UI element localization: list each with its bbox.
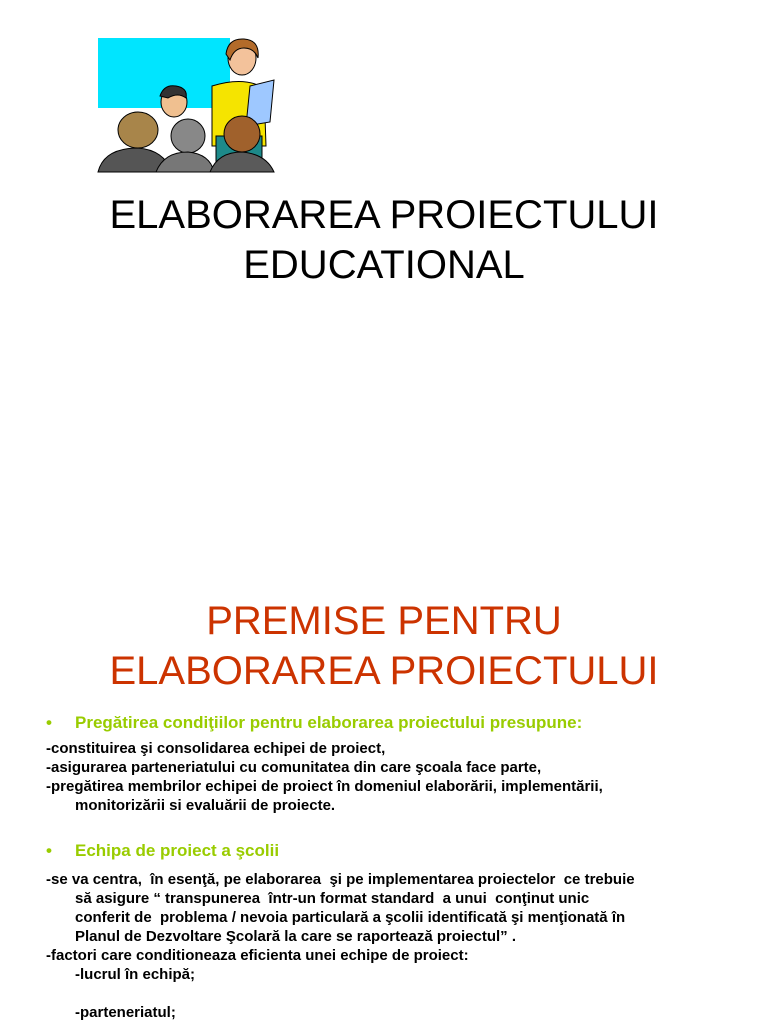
preparation-list [46, 739, 736, 815]
bullet-preparation [46, 712, 746, 734]
list-item: să asigure “ transpunerea într-un format standard a unui conţinut unic [75, 890, 590, 907]
slide1-title [0, 190, 768, 290]
list-item: -pregătirea membrilor echipei de proiect în domeniul elaborării, implementării, [46, 778, 603, 795]
teacher-presenting-clipart [94, 36, 280, 176]
list-item: -lucrul în echipă; [75, 966, 196, 983]
slide1-title-line1: ELABORAREA PROIECTULUI [109, 193, 659, 237]
slide2-title-line2: ELABORAREA PROIECTULUI [109, 649, 659, 693]
list-item: -se va centra, în esenţă, pe elaborarea şi pe implementarea proiectelor ce trebuie [46, 871, 635, 888]
list-item: -constituirea şi consolidarea echipei de proiect, [46, 740, 386, 757]
list-item: -asigurarea parteneriatului cu comunitatea din care şcoala face parte, [46, 759, 542, 776]
bullet-dot: • [46, 841, 52, 860]
list-item: conferit de problema / nevoia particulară a şcolii identificată şi menţionată în [75, 909, 626, 926]
list-item: monitorizării si evaluării de proiecte. [75, 797, 336, 814]
list-item: -parteneriatul; [75, 1004, 176, 1021]
slide2-title-line1: PREMISE PENTRU [206, 599, 562, 643]
slide1-title-line2: EDUCATIONAL [243, 243, 525, 287]
bullet-team [46, 840, 746, 862]
slide2-title [0, 596, 768, 696]
bullet-team-text: Echipa de proiect a şcolii [75, 841, 280, 860]
team-list [46, 870, 736, 1022]
list-item: Planul de Dezvoltare Şcolară la care se raportează proiectul” . [75, 928, 517, 945]
list-item: -factori care conditioneaza eficienta unei echipe de proiect: [46, 947, 469, 964]
bullet-preparation-text: Pregătirea condiţiilor pentru elaborarea proiectului presupune: [75, 713, 583, 732]
bullet-dot: • [46, 713, 52, 732]
